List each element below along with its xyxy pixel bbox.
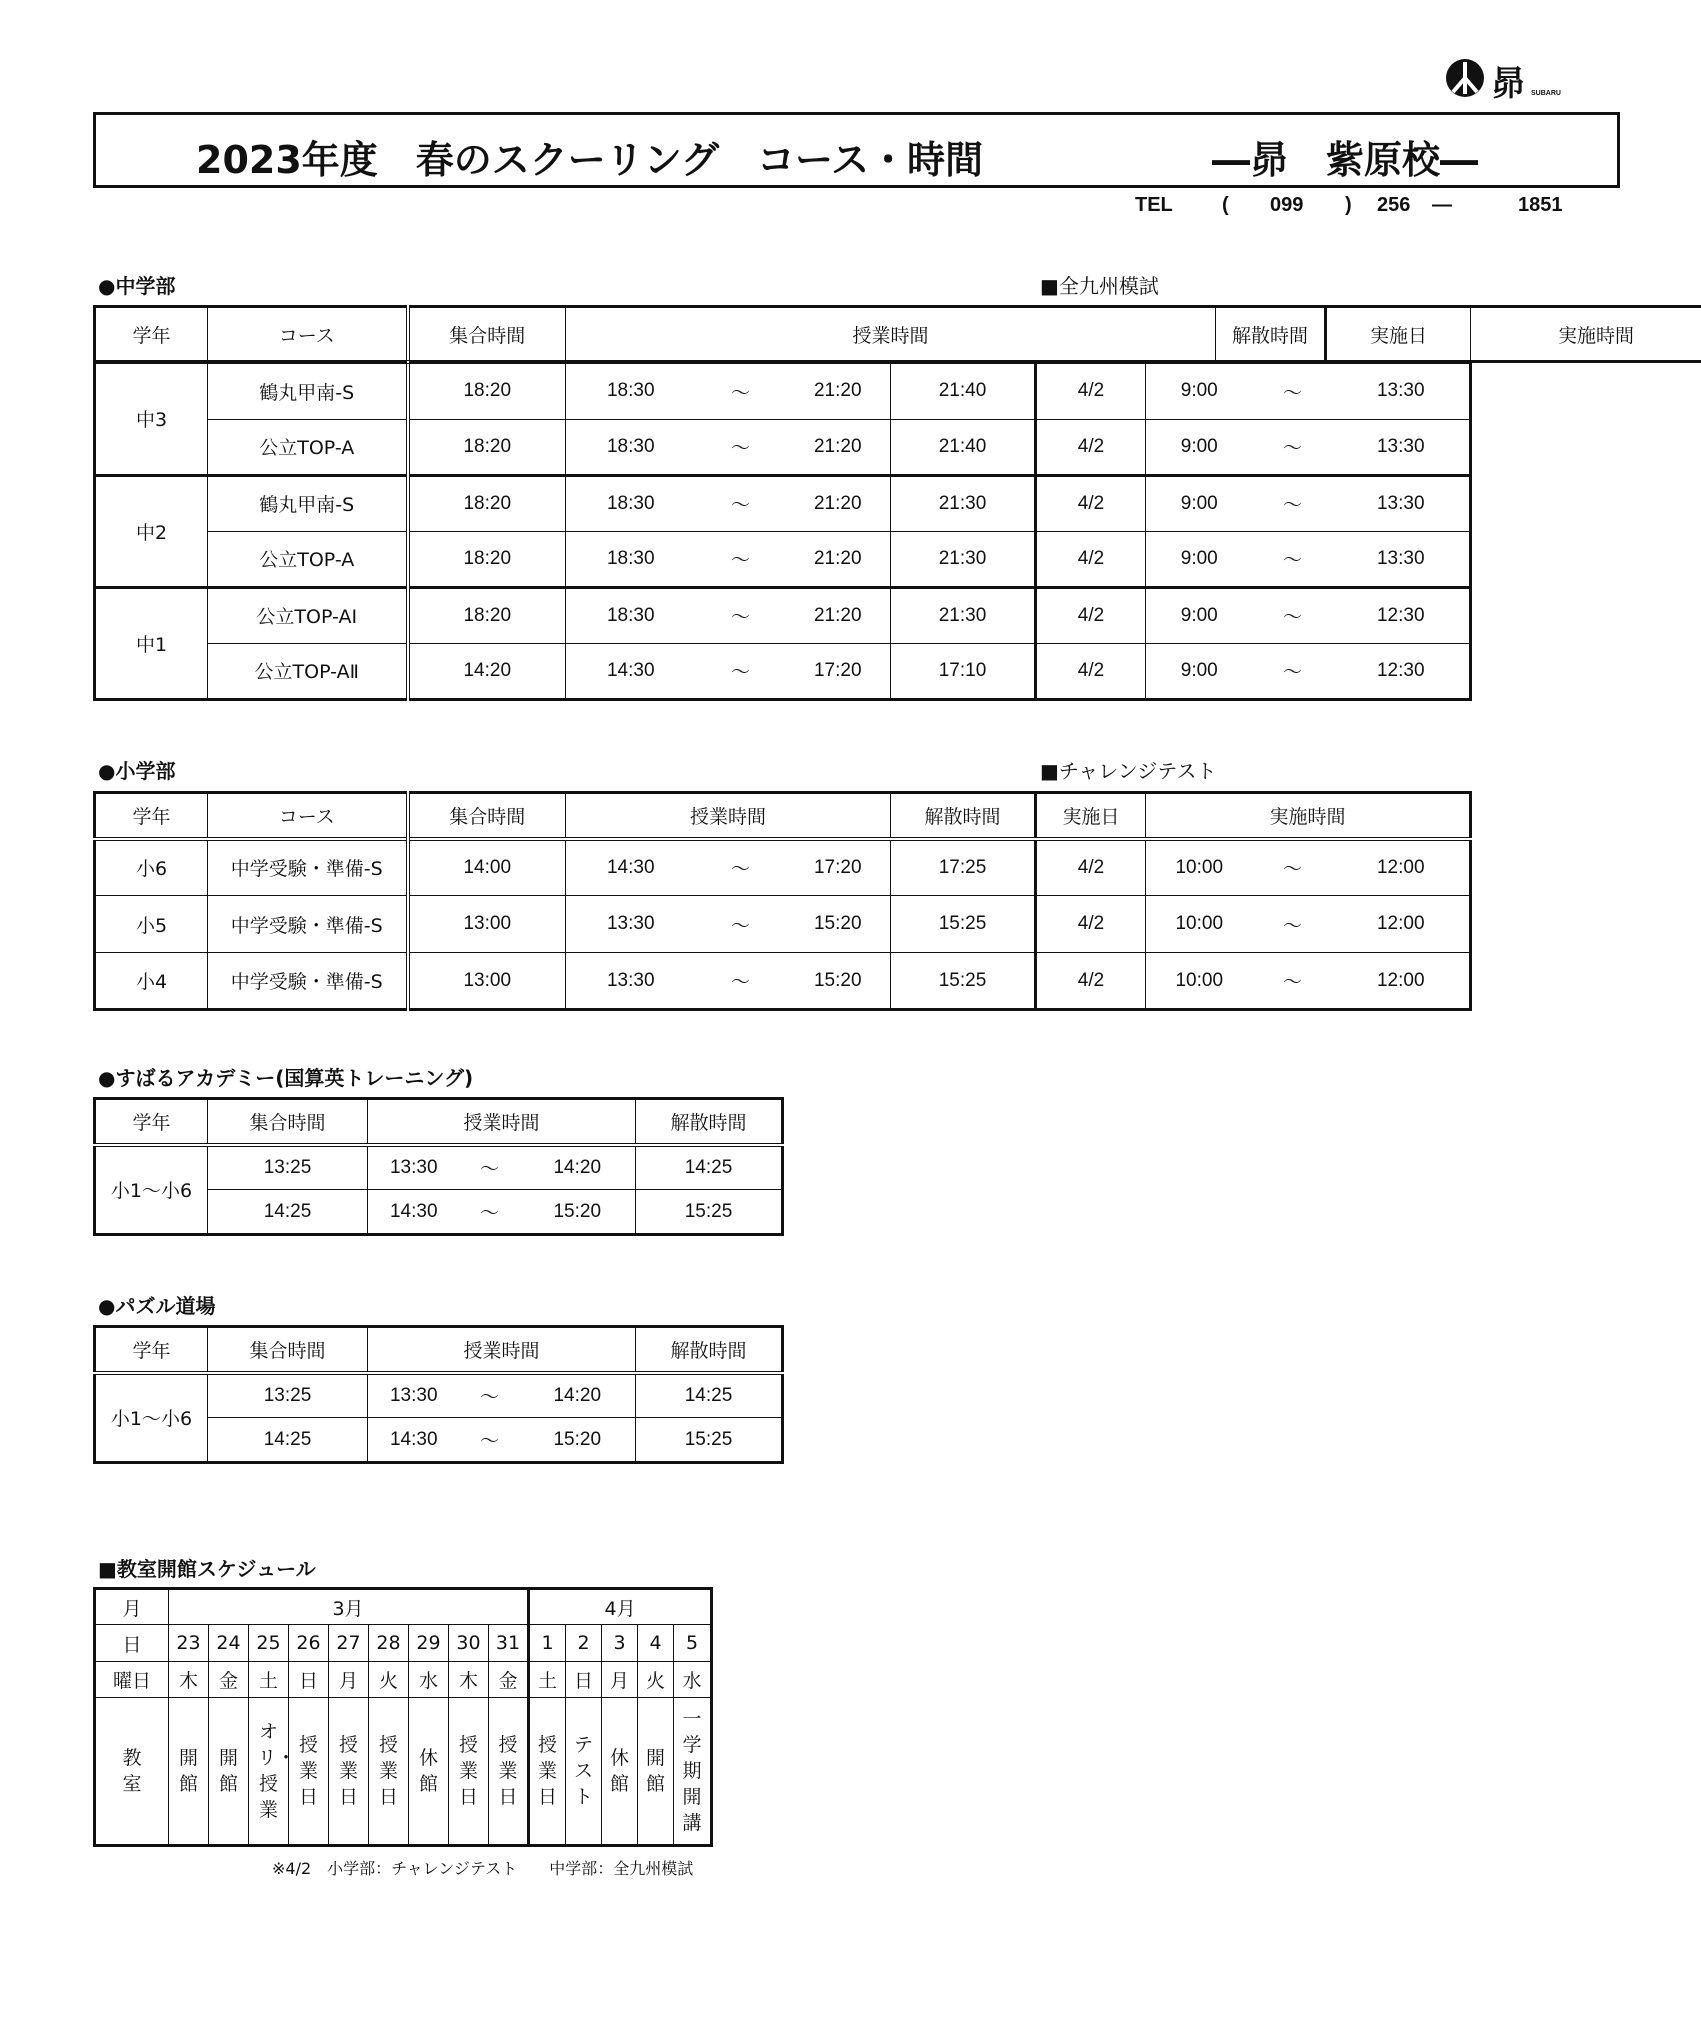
junior-date-cell: 4/2 [1036,531,1146,587]
schedule-status-text: 授業日 [538,1734,558,1808]
elem-header-grade: 学年 [95,793,208,839]
elem-course-cell: 中学受験・準備-S [208,953,408,1010]
junior-course-cell: 公立TOP-AⅡ [208,643,408,699]
junior-body [93,360,1472,701]
puzzle-class-start-cell: 14:30 [368,1418,460,1463]
junior-header-date: 実施日 [1326,307,1471,362]
schedule-month-label: 月 [95,1589,169,1625]
elem-class-start-cell: 13:30 [566,896,696,953]
puzzle-class-tilde-cell: ～ [460,1373,520,1418]
elem-class-start-cell: 13:30 [566,953,696,1010]
junior-dismiss-cell: 21:30 [891,587,1036,643]
schedule-day-cell: 24 [209,1625,249,1662]
schedule-weekday-cell: 木 [449,1662,489,1698]
academy-section-title: ●すばるアカデミー(国算英トレーニング) [98,1066,474,1090]
schedule-status-cell [566,1698,602,1846]
junior-test-start-cell: 9:00 [1146,643,1253,699]
elem-test-start-cell: 10:00 [1146,839,1253,896]
elem-date-cell: 4/2 [1036,953,1146,1010]
schedule-weekday-cell: 水 [674,1662,712,1698]
elem-date-cell: 4/2 [1036,839,1146,896]
academy-class-start-cell: 13:30 [368,1145,460,1190]
elem-class-end-cell: 17:20 [786,839,891,896]
junior-test-start-cell: 9:00 [1146,362,1253,419]
schedule-status-text: 授業日 [338,1734,358,1808]
schedule-status-cell [249,1698,296,1846]
puzzle-class-start-cell: 13:30 [368,1373,460,1418]
junior-grade-cell: 中1 [95,587,208,699]
junior-dismiss-cell: 21:30 [891,531,1036,587]
schedule-day-cell: 1 [529,1625,566,1662]
schedule-note: ※4/2 小学部：チャレンジテスト 中学部：全九州模試 [272,1859,694,1878]
academy-header-grade: 学年 [95,1099,208,1145]
puzzle-header-gather: 集合時間 [208,1327,368,1373]
schedule-day-cell: 23 [169,1625,209,1662]
schedule-status-cell [409,1698,449,1846]
schedule-weekday-cell: 月 [602,1662,638,1698]
junior-header-grade: 学年 [95,307,208,362]
tel-area: 099 [1270,194,1304,216]
schedule-section-title: ■教室開館スケジュール [98,1557,316,1581]
academy-class-tilde-cell: ～ [460,1145,520,1190]
junior-test-tilde-cell: ～ [1253,475,1333,531]
schedule-status-cell [638,1698,674,1846]
schedule-status-cell [449,1698,489,1846]
subaru-logo [1445,52,1575,102]
junior-test-end-cell: 13:30 [1333,362,1471,419]
junior-test-title: ■全九州模試 [1040,274,1159,298]
elementary-table [93,791,1472,1011]
schedule-status-text: 開館 [218,1747,238,1795]
schedule-month-april: 4月 [529,1589,712,1625]
schedule-status-text: 授業日 [458,1734,478,1808]
academy-grade-cell: 小1～小6 [95,1145,208,1235]
junior-test-tilde-cell: ～ [1253,643,1333,699]
elem-test-start-cell: 10:00 [1146,896,1253,953]
junior-test-end-cell: 12:30 [1333,643,1471,699]
elem-gather-cell: 13:00 [408,896,566,953]
junior-class-end-cell: 21:20 [786,419,891,475]
schedule-day-cell: 4 [638,1625,674,1662]
elem-header-course: コース [208,793,408,839]
junior-date-cell: 4/2 [1036,643,1146,699]
schedule-room-label [95,1698,169,1846]
junior-test-start-cell: 9:00 [1146,419,1253,475]
junior-grade-cell: 中3 [95,362,208,475]
elem-test-end-cell: 12:00 [1333,953,1471,1010]
elem-class-end-cell: 15:20 [786,953,891,1010]
elem-class-tilde-cell: ～ [696,953,786,1010]
elem-course-cell: 中学受験・準備-S [208,839,408,896]
elem-test-tilde-cell: ～ [1253,953,1333,1010]
schedule-weekday-cell: 火 [638,1662,674,1698]
elem-dismiss-cell: 15:25 [891,953,1036,1010]
junior-date-cell: 4/2 [1036,362,1146,419]
schedule-day-cell: 5 [674,1625,712,1662]
tel-label: TEL [1135,194,1173,216]
schedule-status-text: テスト [574,1734,594,1808]
junior-test-tilde-cell: ～ [1253,419,1333,475]
elem-class-start-cell: 14:30 [566,839,696,896]
schedule-status-text: 授業日 [378,1734,398,1808]
junior-course-cell: 公立TOP-AⅠ [208,587,408,643]
academy-class-end-cell: 14:20 [520,1145,636,1190]
junior-test-end-cell: 13:30 [1333,475,1471,531]
schedule-weekday-cell: 日 [566,1662,602,1698]
elem-date-cell: 4/2 [1036,896,1146,953]
schedule-weekday-cell: 水 [409,1662,449,1698]
junior-section-title: ●中学部 [98,274,176,298]
academy-table [93,1097,784,1236]
schedule-weekday-cell: 土 [529,1662,566,1698]
junior-test-tilde-cell: ～ [1253,362,1333,419]
junior-class-end-cell: 21:20 [786,587,891,643]
junior-header-time: 実施時間 [1471,307,1701,362]
school-name: ―昴 紫原校― [1212,138,1479,182]
schedule-day-cell: 25 [249,1625,289,1662]
junior-gather-cell: 18:20 [408,475,566,531]
puzzle-class-end-cell: 15:20 [520,1418,636,1463]
elem-class-end-cell: 15:20 [786,896,891,953]
junior-test-tilde-cell: ～ [1253,531,1333,587]
junior-class-end-cell: 17:20 [786,643,891,699]
junior-header-class: 授業時間 [566,307,1216,362]
junior-dismiss-cell: 21:40 [891,419,1036,475]
schedule-weekday-label: 曜日 [95,1662,169,1698]
junior-header-course: コース [208,307,408,362]
schedule-status-cell [674,1698,712,1846]
elem-course-cell: 中学受験・準備-S [208,896,408,953]
schedule-status-cell [602,1698,638,1846]
elem-class-tilde-cell: ～ [696,839,786,896]
schedule-status-cell [209,1698,249,1846]
junior-class-tilde-cell: ～ [696,587,786,643]
tel-open: ( [1222,194,1229,216]
schedule-weekday-cell: 金 [209,1662,249,1698]
puzzle-class-end-cell: 14:20 [520,1373,636,1418]
junior-header-gather: 集合時間 [408,307,566,362]
schedule-day-cell: 28 [369,1625,409,1662]
schedule-day-label: 日 [95,1625,169,1662]
academy-dismiss-cell: 15:25 [636,1190,783,1235]
elem-gather-cell: 14:00 [408,839,566,896]
schedule-status-cell [169,1698,209,1846]
junior-class-tilde-cell: ～ [696,643,786,699]
junior-test-end-cell: 12:30 [1333,587,1471,643]
schedule-day-cell: 2 [566,1625,602,1662]
schedule-status-text: 休館 [610,1747,630,1795]
puzzle-dismiss-cell: 14:25 [636,1373,783,1418]
junior-dismiss-cell: 21:30 [891,475,1036,531]
elem-header-date: 実施日 [1036,793,1146,839]
junior-header-dismiss: 解散時間 [1216,307,1326,362]
elem-test-end-cell: 12:00 [1333,896,1471,953]
puzzle-dismiss-cell: 15:25 [636,1418,783,1463]
subaru-logo-icon [1445,58,1485,98]
junior-table [93,305,1701,363]
elem-dismiss-cell: 17:25 [891,839,1036,896]
junior-class-end-cell: 21:20 [786,531,891,587]
junior-gather-cell: 18:20 [408,419,566,475]
puzzle-gather-cell: 13:25 [208,1373,368,1418]
junior-dismiss-cell: 17:10 [891,643,1036,699]
schedule-status-text: オリ・授業 [257,1721,296,1821]
schedule-weekday-cell: 火 [369,1662,409,1698]
junior-class-start-cell: 18:30 [566,587,696,643]
elem-header-time: 実施時間 [1146,793,1471,839]
schedule-day-cell: 26 [289,1625,329,1662]
schedule-status-text: 授業日 [298,1734,318,1808]
schedule-status-text: 一学期開講 [682,1708,702,1834]
academy-gather-cell: 14:25 [208,1190,368,1235]
elementary-section-title: ●小学部 [98,759,176,783]
junior-class-tilde-cell: ～ [696,419,786,475]
junior-class-end-cell: 21:20 [786,475,891,531]
junior-class-tilde-cell: ～ [696,531,786,587]
junior-class-tilde-cell: ～ [696,362,786,419]
academy-header-dismiss: 解散時間 [636,1099,783,1145]
elem-header-gather: 集合時間 [408,793,566,839]
schedule-status-cell [289,1698,329,1846]
elem-gather-cell: 13:00 [408,953,566,1010]
tel-exchange: 256 [1377,194,1411,216]
puzzle-header-class: 授業時間 [368,1327,636,1373]
junior-test-end-cell: 13:30 [1333,531,1471,587]
schedule-day-cell: 31 [489,1625,529,1662]
schedule-weekday-cell: 日 [289,1662,329,1698]
elem-grade-cell: 小4 [95,953,208,1010]
schedule-room-text: 教室 [122,1747,142,1795]
junior-gather-cell: 18:20 [408,362,566,419]
logo-brand: 昴 [1491,64,1523,104]
elem-test-tilde-cell: ～ [1253,839,1333,896]
junior-test-end-cell: 13:30 [1333,419,1471,475]
schedule-day-cell: 27 [329,1625,369,1662]
junior-class-start-cell: 18:30 [566,531,696,587]
junior-class-start-cell: 18:30 [566,362,696,419]
schedule-status-text: 授業日 [498,1734,518,1808]
page-title: 2023年度 春のスクーリング コース・時間 [196,138,984,182]
puzzle-section-title: ●パズル道場 [98,1294,216,1318]
junior-date-cell: 4/2 [1036,419,1146,475]
elem-test-start-cell: 10:00 [1146,953,1253,1010]
tel-dash: ― [1432,194,1452,216]
schedule-weekday-cell: 月 [329,1662,369,1698]
elem-dismiss-cell: 15:25 [891,896,1036,953]
junior-gather-cell: 14:20 [408,643,566,699]
junior-gather-cell: 18:20 [408,587,566,643]
academy-header-class: 授業時間 [368,1099,636,1145]
academy-header-gather: 集合時間 [208,1099,368,1145]
junior-class-end-cell: 21:20 [786,362,891,419]
schedule-status-text: 開館 [178,1747,198,1795]
junior-gather-cell: 18:20 [408,531,566,587]
junior-test-start-cell: 9:00 [1146,587,1253,643]
junior-course-cell: 鶴丸甲南-S [208,362,408,419]
elem-header-dismiss: 解散時間 [891,793,1036,839]
title-box [93,112,1620,188]
puzzle-grade-cell: 小1～小6 [95,1373,208,1463]
academy-class-start-cell: 14:30 [368,1190,460,1235]
schedule-weekday-cell: 木 [169,1662,209,1698]
junior-course-cell: 公立TOP-A [208,419,408,475]
schedule-day-cell: 30 [449,1625,489,1662]
schedule-table [93,1587,713,1847]
schedule-weekday-cell: 土 [249,1662,289,1698]
tel-close: ) [1345,194,1352,216]
junior-class-start-cell: 14:30 [566,643,696,699]
junior-course-cell: 鶴丸甲南-S [208,475,408,531]
junior-date-cell: 4/2 [1036,475,1146,531]
elem-class-tilde-cell: ～ [696,896,786,953]
schedule-status-cell [529,1698,566,1846]
schedule-status-cell [329,1698,369,1846]
puzzle-header-dismiss: 解散時間 [636,1327,783,1373]
schedule-day-cell: 3 [602,1625,638,1662]
elementary-test-title: ■チャレンジテスト [1040,759,1217,783]
schedule-month-march: 3月 [169,1589,529,1625]
puzzle-class-tilde-cell: ～ [460,1418,520,1463]
academy-dismiss-cell: 14:25 [636,1145,783,1190]
junior-test-start-cell: 9:00 [1146,475,1253,531]
academy-class-tilde-cell: ～ [460,1190,520,1235]
schedule-weekday-cell: 金 [489,1662,529,1698]
puzzle-gather-cell: 14:25 [208,1418,368,1463]
elem-header-class: 授業時間 [566,793,891,839]
schedule-status-cell [369,1698,409,1846]
academy-gather-cell: 13:25 [208,1145,368,1190]
schedule-status-text: 休館 [418,1747,438,1795]
schedule-status-text: 開館 [646,1747,666,1795]
elem-test-end-cell: 12:00 [1333,839,1471,896]
junior-dismiss-cell: 21:40 [891,362,1036,419]
puzzle-header-grade: 学年 [95,1327,208,1373]
junior-class-start-cell: 18:30 [566,419,696,475]
junior-date-cell: 4/2 [1036,587,1146,643]
elem-test-tilde-cell: ～ [1253,896,1333,953]
tel-number: 1851 [1518,194,1563,216]
junior-test-tilde-cell: ～ [1253,587,1333,643]
junior-test-start-cell: 9:00 [1146,531,1253,587]
schedule-status-cell [489,1698,529,1846]
schedule-day-cell: 29 [409,1625,449,1662]
puzzle-table [93,1325,784,1464]
junior-grade-cell: 中2 [95,475,208,587]
elem-grade-cell: 小5 [95,896,208,953]
logo-sub: SUBARU [1531,90,1561,97]
junior-class-tilde-cell: ～ [696,475,786,531]
academy-class-end-cell: 15:20 [520,1190,636,1235]
junior-class-start-cell: 18:30 [566,475,696,531]
junior-course-cell: 公立TOP-A [208,531,408,587]
elem-grade-cell: 小6 [95,839,208,896]
